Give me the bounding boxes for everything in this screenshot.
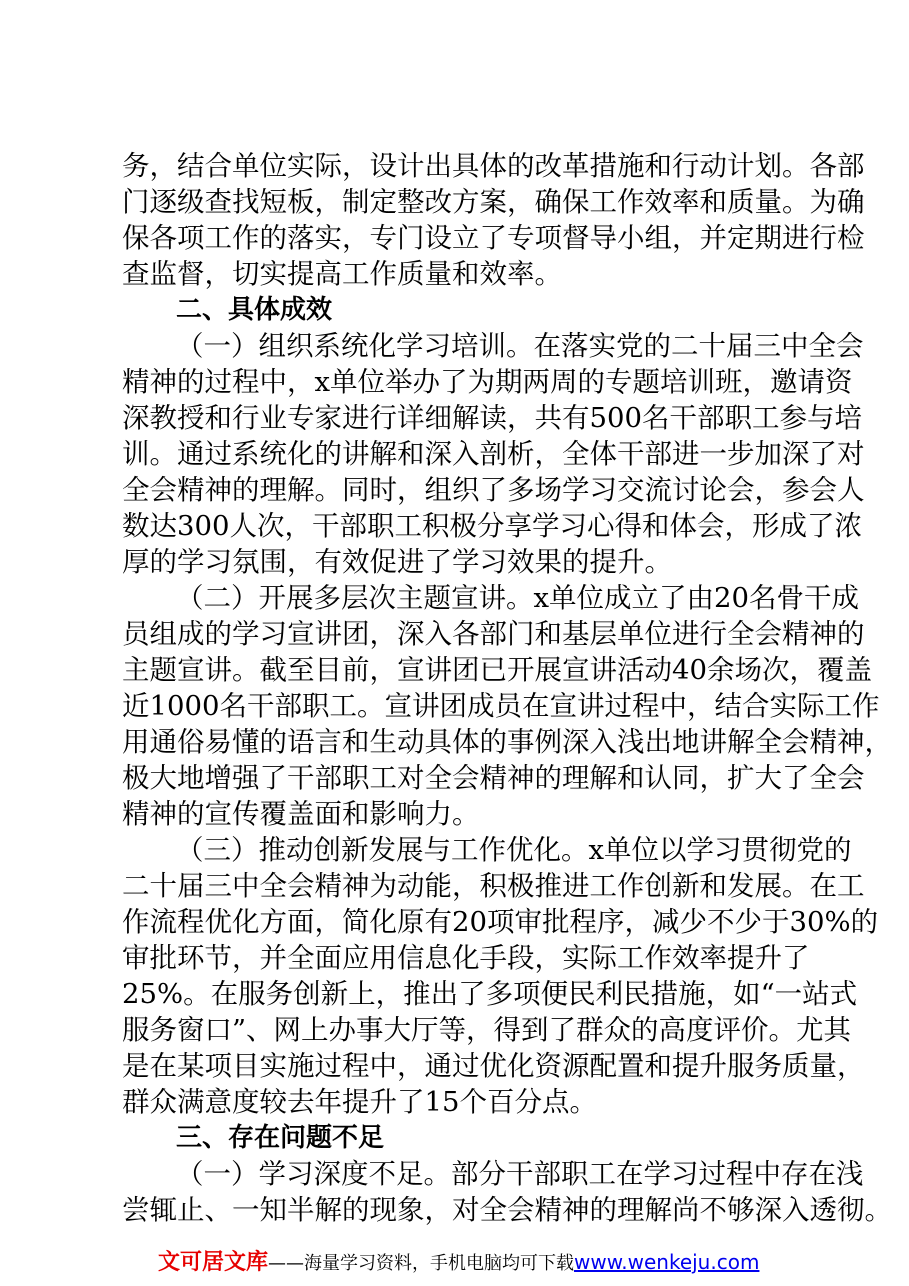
body-line: 员组成的学习宣讲团，深入各部门和基层单位进行全会精神的 [122, 618, 865, 650]
body-line: 查监督，切实提高工作质量和效率。 [122, 258, 562, 290]
body-line: 全会精神的理解。同时，组织了多场学习交流讨论会，参会人 [122, 474, 865, 506]
body-line: 极大地增强了干部职工对全会精神的理解和认同，扩大了全会 [122, 762, 865, 794]
body-line: 作流程优化方面，简化原有20项审批程序，减少不少于30%的 [122, 906, 879, 938]
body-line: 数达300人次，干部职工积极分享学习心得和体会，形成了浓 [122, 510, 862, 542]
body-line: 主题宣讲。截至目前，宣讲团已开展宣讲活动40余场次，覆盖 [122, 654, 872, 686]
paragraph-first-line: （三）推动创新发展与工作优化。x单位以学习贯彻党的 [176, 834, 852, 866]
body-line: 服务窗口”、网上办事大厅等，得到了群众的高度评价。尤其 [122, 1014, 852, 1046]
section-heading: 二、具体成效 [176, 295, 333, 325]
body-line: 保各项工作的落实，专门设立了专项督导小组，并定期进行检 [122, 222, 865, 254]
footer-url-link[interactable]: www.wenkeju.com [574, 1250, 760, 1274]
body-line: 厚的学习氛围，有效促进了学习效果的提升。 [122, 546, 672, 578]
body-line: 25%。在服务创新上，推出了多项便民利民措施，如“一站式 [122, 978, 858, 1010]
footer-brand: 文可居文库 [158, 1250, 269, 1275]
body-line: 精神的过程中，x单位举办了为期两周的专题培训班，邀请资 [122, 366, 853, 398]
body-line: 务，结合单位实际，设计出具体的改革措施和行动计划。各部 [122, 150, 865, 182]
body-line: 精神的宣传覆盖面和影响力。 [122, 798, 480, 830]
footer-watermark [158, 1244, 759, 1280]
paragraph-first-line: （一）组织系统化学习培训。在落实党的二十届三中全会 [176, 330, 864, 362]
body-line: 深教授和行业专家进行详细解读，共有500名干部职工参与培 [122, 402, 862, 434]
body-line: 用通俗易懂的语言和生动具体的事例深入浅出地讲解全会精神， [122, 726, 892, 758]
body-line: 尝辄止、一知半解的现象，对全会精神的理解尚不够深入透彻。 [122, 1194, 892, 1226]
footer-slogan: ——海量学习资料，手机电脑均可下载 [268, 1253, 575, 1274]
body-line: 审批环节，并全面应用信息化手段，实际工作效率提升了 [122, 942, 810, 974]
paragraph-first-line: （二）开展多层次主题宣讲。x单位成立了由20名骨干成 [176, 582, 859, 614]
body-line: 群众满意度较去年提升了15个百分点。 [122, 1086, 597, 1118]
body-line: 二十届三中全会精神为动能，积极推进工作创新和发展。在工 [122, 870, 865, 902]
body-line: 训。通过系统化的讲解和深入剖析，全体干部进一步加深了对 [122, 438, 865, 470]
body-line: 近1000名干部职工。宣讲团成员在宣讲过程中，结合实际工作 [122, 690, 880, 722]
section-heading: 三、存在问题不足 [176, 1123, 385, 1153]
body-line: 是在某项目实施过程中，通过优化资源配置和提升服务质量， [122, 1050, 865, 1082]
body-line: 门逐级查找短板，制定整改方案，确保工作效率和质量。为确 [122, 186, 865, 218]
paragraph-first-line: （一）学习深度不足。部分干部职工在学习过程中存在浅 [176, 1158, 864, 1190]
